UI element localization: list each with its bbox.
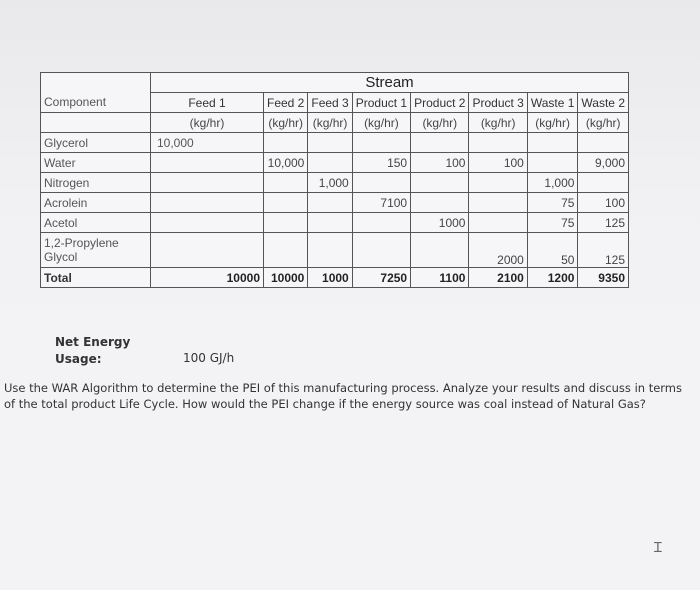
- col-unit: (kg/hr): [411, 113, 469, 133]
- col-header-feed-1: Feed 1: [151, 93, 264, 113]
- value-cell: [527, 133, 578, 153]
- net-energy-label: [55, 334, 130, 368]
- component-cell: Acetol: [41, 213, 151, 233]
- value-cell: 50: [527, 233, 578, 268]
- component-header: Component: [41, 93, 151, 113]
- value-cell: [469, 213, 527, 233]
- value-cell: [469, 193, 527, 213]
- total-value-cell: 7250: [352, 268, 410, 288]
- value-cell: [352, 213, 410, 233]
- table-row: [41, 233, 629, 268]
- total-row: [41, 268, 629, 288]
- value-cell: 2000: [469, 233, 527, 268]
- value-cell: [578, 173, 629, 193]
- value-cell: 125: [578, 213, 629, 233]
- value-cell: [469, 173, 527, 193]
- value-cell: [352, 133, 410, 153]
- col-unit: (kg/hr): [264, 113, 308, 133]
- value-cell: [308, 213, 352, 233]
- value-cell: [308, 193, 352, 213]
- component-cell: Nitrogen: [41, 173, 151, 193]
- col-header-product-2: Product 2: [411, 93, 469, 113]
- net-energy-value: 100 GJ/h: [183, 351, 235, 365]
- total-label: Total: [41, 268, 151, 288]
- value-cell: [411, 193, 469, 213]
- net-energy-label-line1: Net Energy: [55, 335, 131, 349]
- col-unit: (kg/hr): [308, 113, 352, 133]
- col-header-product-1: Product 1: [352, 93, 410, 113]
- stream-title-row: [41, 73, 629, 93]
- value-cell: 100: [578, 193, 629, 213]
- value-cell: [264, 133, 308, 153]
- value-cell: [151, 153, 264, 173]
- value-cell: [411, 133, 469, 153]
- question-text: Use the WAR Algorithm to determine the PEI of this manufacturing process. Analyze your results and discuss in terms of the total product Life Cycle. How would the PEI change if the energy source was coal instead of Natural Gas?: [4, 381, 683, 411]
- total-value-cell: 9350: [578, 268, 629, 288]
- value-cell: 125: [578, 233, 629, 268]
- table-row: [41, 193, 629, 213]
- value-cell: [352, 173, 410, 193]
- total-value-cell: 1200: [527, 268, 578, 288]
- value-cell: [264, 193, 308, 213]
- col-header-waste-2: Waste 2: [578, 93, 629, 113]
- value-cell: [151, 233, 264, 268]
- total-value-cell: 1100: [411, 268, 469, 288]
- col-unit: (kg/hr): [527, 113, 578, 133]
- col-unit: (kg/hr): [578, 113, 629, 133]
- value-cell: [308, 233, 352, 268]
- value-cell: 1,000: [308, 173, 352, 193]
- value-cell: [578, 133, 629, 153]
- value-cell: [151, 173, 264, 193]
- value-cell: [151, 213, 264, 233]
- table-row: [41, 213, 629, 233]
- total-value-cell: 2100: [469, 268, 527, 288]
- col-unit: (kg/hr): [469, 113, 527, 133]
- col-header-feed-3: Feed 3: [308, 93, 352, 113]
- header-row: [41, 93, 629, 113]
- value-cell: 75: [527, 193, 578, 213]
- value-cell: [264, 213, 308, 233]
- component-cell: 1,2-Propylene Glycol: [41, 233, 151, 268]
- col-header-product-3: Product 3: [469, 93, 527, 113]
- value-cell: [411, 173, 469, 193]
- total-value-cell: 10000: [151, 268, 264, 288]
- table-row: [41, 133, 629, 153]
- component-cell: Acrolein: [41, 193, 151, 213]
- value-cell: [151, 193, 264, 213]
- table-row: [41, 153, 629, 173]
- col-unit: (kg/hr): [151, 113, 264, 133]
- value-cell: 100: [411, 153, 469, 173]
- col-header-feed-2: Feed 2: [264, 93, 308, 113]
- unit-row: [41, 113, 629, 133]
- value-cell: [469, 133, 527, 153]
- col-unit: (kg/hr): [352, 113, 410, 133]
- value-cell: 7100: [352, 193, 410, 213]
- value-cell: [308, 153, 352, 173]
- value-cell: 75: [527, 213, 578, 233]
- value-cell: [352, 233, 410, 268]
- text-cursor-icon: Ɪ: [654, 540, 662, 556]
- value-cell: 150: [352, 153, 410, 173]
- total-value-cell: 10000: [264, 268, 308, 288]
- value-cell: 100: [469, 153, 527, 173]
- value-cell: 10,000: [151, 133, 264, 153]
- value-cell: 9,000: [578, 153, 629, 173]
- value-cell: 10,000: [264, 153, 308, 173]
- component-cell: Glycerol: [41, 133, 151, 153]
- value-cell: [264, 173, 308, 193]
- col-header-waste-1: Waste 1: [527, 93, 578, 113]
- component-cell: Water: [41, 153, 151, 173]
- value-cell: [527, 153, 578, 173]
- value-cell: [264, 233, 308, 268]
- value-cell: [308, 133, 352, 153]
- value-cell: 1000: [411, 213, 469, 233]
- stream-table: [40, 72, 629, 288]
- stream-title: Stream: [151, 73, 629, 93]
- net-energy-label-line2: Usage:: [55, 352, 102, 366]
- value-cell: 1,000: [527, 173, 578, 193]
- value-cell: [411, 233, 469, 268]
- total-value-cell: 1000: [308, 268, 352, 288]
- table-row: [41, 173, 629, 193]
